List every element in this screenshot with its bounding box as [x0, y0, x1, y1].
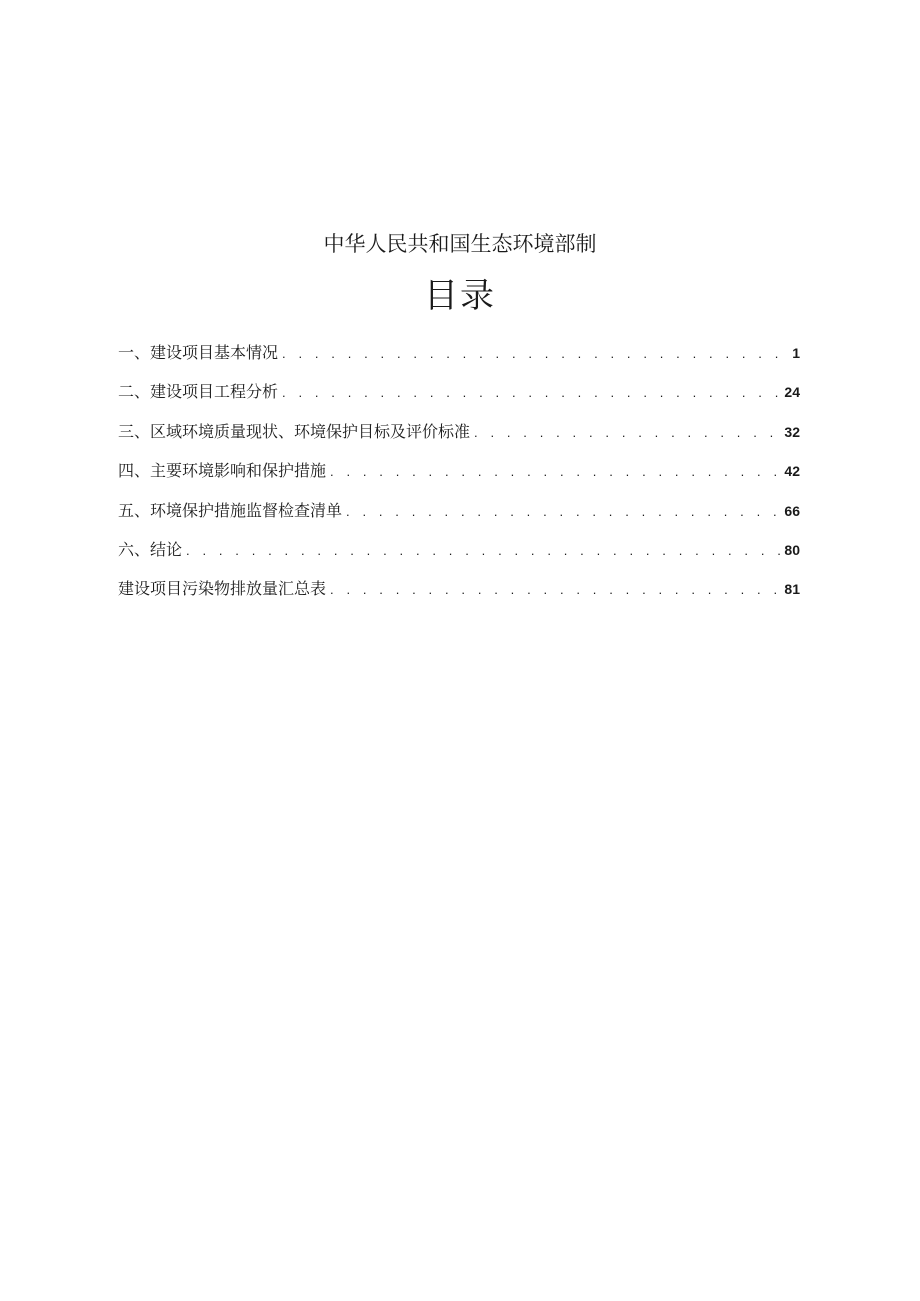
toc-entry-label: 五、环境保护措施监督检查清单: [118, 500, 343, 520]
toc-entry-page: 1: [792, 345, 800, 361]
toc-entry-2[interactable]: [118, 379, 800, 418]
toc-entry-page: 81: [784, 581, 800, 598]
toc-entry-page: 42: [784, 463, 800, 480]
issuer-line: 中华人民共和国生态环境部制: [323, 232, 597, 256]
toc-entry-4[interactable]: [118, 458, 800, 497]
toc-dot-leader: [330, 464, 780, 479]
toc-dot-leader: [346, 504, 780, 519]
toc-entry-3[interactable]: [118, 419, 800, 458]
toc-entry-page: 24: [784, 384, 800, 401]
toc-entry-label: 建设项目污染物排放量汇总表: [118, 579, 327, 599]
toc-dot-leader: [330, 582, 780, 597]
toc-entry-label: 三、区域环境质量现状、环境保护目标及评价标准: [118, 421, 471, 441]
toc-entry-page: 80: [784, 541, 800, 558]
toc-dot-leader: [474, 425, 780, 440]
toc-title: 目录: [424, 276, 496, 316]
toc-entry-page: 32: [784, 423, 800, 440]
toc-entry-label: 六、结论: [118, 539, 183, 559]
toc-entry-label: 四、主要环境影响和保护措施: [118, 461, 327, 481]
toc-entry-1[interactable]: [118, 340, 800, 379]
toc-entry-label: 二、建设项目工程分析: [118, 382, 279, 402]
toc-dot-leader: [282, 385, 780, 400]
toc-dot-leader: [186, 543, 780, 558]
toc-entry-page: 66: [784, 502, 800, 519]
toc-dot-leader: [282, 346, 788, 361]
toc-entry-6[interactable]: [118, 537, 800, 576]
toc-entry-label: 一、建设项目基本情况: [118, 343, 279, 362]
toc-entry-5[interactable]: [118, 498, 800, 537]
toc-entry-7[interactable]: [118, 576, 800, 615]
table-of-contents: [118, 340, 800, 616]
